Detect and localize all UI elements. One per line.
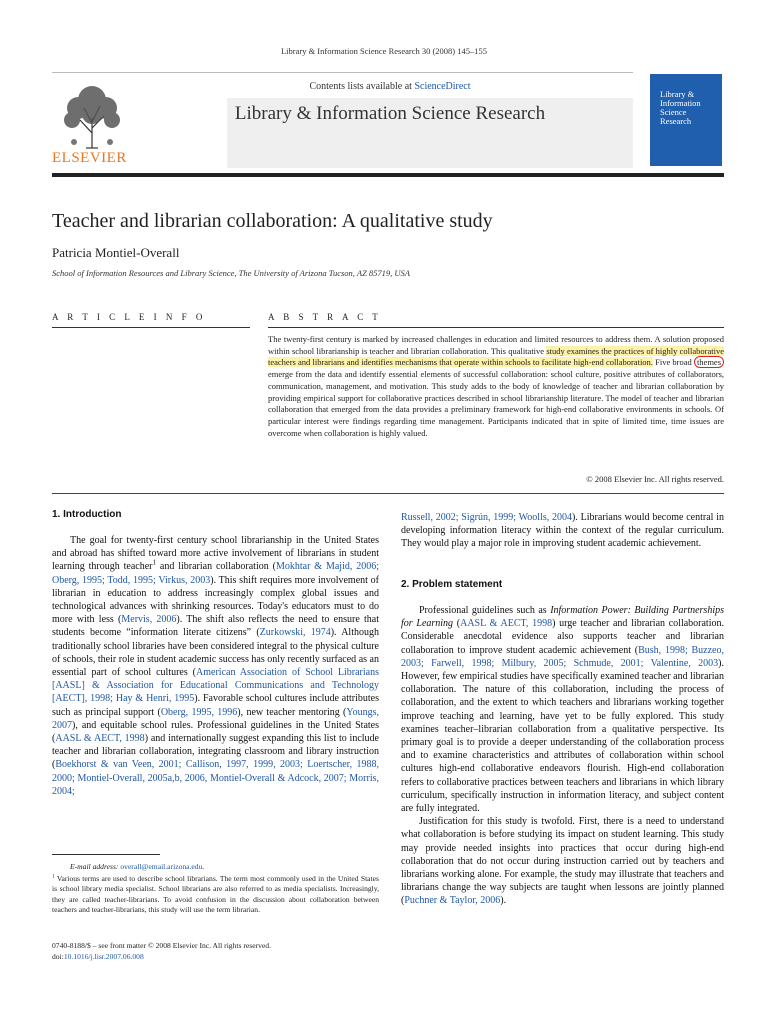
text-run: ). Although traditionally school libraries have been considered integral to the physical culture of schools, their role in student academic success has only recently surfaced as an essential part of school cultures ( — [52, 627, 379, 679]
introduction-continuation — [401, 511, 724, 551]
section-heading-problem-statement: 2. Problem statement — [401, 579, 503, 590]
italic-title: Information Power: Building Partnerships for Learning — [401, 605, 724, 630]
abstract-text — [268, 334, 724, 439]
abstract-rule — [268, 327, 724, 328]
citation-link[interactable]: Boekhorst & van Veen, 2001; Callison, 1997, 1999, 2003; Loertscher, 1988, 2000; Montiel-Overall, 2005a,b, 2006, Montiel-Overall & Adcock, 2007; Morris, 2004; — [52, 759, 379, 797]
abstract-part: emerge from the data and identify essential elements of successful collaboration: school culture, positive attributes of collaborators, communication, management, and motivation. This study adds to the body of knowledge of teacher and librarian collaboration by providing empirical support for collaborative practices described in school librarianship literature. The model of teacher and librarian collaboration that emerged from the data provides a preliminary framework for high-end collaborative environments in schools. Of particular interest were findings regarding time management. Participants indicated that in spite of limited time, time issues are overcome when collaboration is highly valued. — [268, 369, 724, 438]
text-run: ( — [453, 618, 461, 630]
elsevier-wordmark: ELSEVIER — [52, 150, 127, 166]
citation-link[interactable]: American Association of School Librarians [AASL] & Association for Educational Communications and Technology [AECT], 1998; Hay & Henri, 1995 — [52, 667, 379, 705]
journal-title: Library & Information Science Research — [234, 103, 546, 124]
footnote-1-text: Various terms are used to describe school librarians. The term most commonly used in the United States is school library media specialist. School librarians are also referred to as media specialists. Increasingly, they are called teacher-librarians. To avoid confusion in the discussion about collaboration between teachers and teacher-librarians, this study will use the term librarian. — [52, 874, 379, 914]
email-link[interactable]: overall@email.arizona.edu — [120, 862, 203, 871]
text-run: ). — [500, 895, 507, 907]
text-run: ), and equitable school rules. Professional guidelines in the United States ( — [52, 719, 379, 745]
paragraph — [401, 815, 724, 907]
text-run: ). However, few empirical studies have specifically examined teacher and librarian collaboration. The nature of this collaboration, including the process of collaboration, and the extent to which teachers and librarians working together improve teaching and learning, have yet to be fully explored. This study examines teacher–librarian collaboration from a qualitative perspective. Its primary goal is to provide a deeper understanding of the collaboration process and to examine characteristics and attributes of collaboration within school cultures high-end collaborative endeavors flourish. High-end collaboration refers to collaborative practices between teachers and librarians in which library curriculum, specifically instruction in information literacy, and subject content are fully integrated. — [401, 657, 724, 815]
problem-statement-text — [401, 604, 724, 908]
citation-link[interactable]: Puchner & Taylor, 2006 — [404, 895, 501, 907]
footnotes — [52, 862, 379, 915]
abstract-copyright: © 2008 Elsevier Inc. All rights reserved. — [586, 474, 724, 484]
introduction-paragraph — [52, 534, 379, 798]
citation-link[interactable]: Mokhtar & Majid, 2006; Oberg, 1995; Todd, 1995; Virkus, 2003 — [52, 561, 380, 586]
masthead-bottom-rule — [52, 173, 724, 177]
cover-title: Library & Information Science Research — [660, 89, 701, 126]
footnote-mark: 1 — [52, 873, 55, 880]
text-run: and librarian collaboration ( — [156, 561, 276, 573]
text-run: Professional guidelines such as — [419, 605, 551, 616]
front-matter — [52, 940, 271, 962]
abstract-part: The twenty-first century is marked by increased challenges in education and limited resources to address them. A solution proposed within school librarianship is teacher and librarian collaboration. This qualitative — [268, 334, 724, 356]
text-run: Justification for this study is twofold. First, there is a need to understand what collaboration is before studying its impact on student learning. This study may provide needed insights into practices that occur during high-end collaboration that do not occur during instruction carried out by teachers and librarians working alone. For example, the study may illustrate that teachers and librarians change the way subjects are taught when lessons are jointly planned ( — [401, 816, 724, 907]
citation-link[interactable]: Youngs, 2007 — [52, 706, 379, 731]
text-run: ). The shift also reflects the need to ensure that students become “information literate citizens” ( — [52, 614, 379, 639]
footnote-1 — [52, 874, 379, 915]
text-run: ) urge teacher and librarian collaboration. Considerable anecdotal evidence also supports teacher and librarian collaboration to improve student academic achievement ( — [401, 618, 724, 656]
abstract-part: Five broad — [652, 357, 694, 368]
article-title: Teacher and librarian collaboration: A qualitative study — [52, 210, 493, 232]
circled-annotation: themes — [694, 356, 724, 368]
citation-link[interactable]: AASL & AECT, 1998 — [55, 733, 145, 745]
citation-link[interactable]: Mervis, 2006 — [121, 614, 177, 626]
sciencedirect-link[interactable]: ScienceDirect — [414, 81, 471, 92]
front-matter-line: 0740-8188/$ – see front matter © 2008 Elsevier Inc. All rights reserved. — [52, 941, 271, 950]
citation-link[interactable]: AASL & AECT, 1998 — [460, 618, 553, 630]
email-footnote: E-mail address: overall@email.arizona.edu. — [70, 862, 205, 871]
contents-prefix: Contents lists available at — [309, 81, 415, 92]
running-head: Library & Information Science Research 30 (2008) 145–155 — [280, 46, 488, 56]
masthead-top-rule — [52, 72, 633, 73]
citation-link[interactable]: Bush, 1998; Buzzeo, 2003; Farwell, 1998; Milbury, 2005; Schmude, 2001; Valentine, 2003 — [401, 644, 724, 669]
text-run: ). Librarians would become central in developing information literacy within the context of the regular curriculum. They would play a major role in improving student academic achievement. — [401, 512, 724, 550]
text-run: ) and internationally suggest expanding this list to include teacher and librarian collaboration, integrating classroom and library instruction ( — [52, 733, 379, 771]
doi-line — [52, 951, 271, 962]
article-info-heading: A R T I C L E I N F O — [52, 312, 206, 322]
doi-link[interactable]: 10.1016/j.lisr.2007.06.008 — [63, 952, 144, 961]
article-info-rule — [52, 327, 250, 328]
footnote-rule — [52, 854, 160, 855]
text-run: ), new teacher mentoring ( — [237, 706, 347, 718]
doi-prefix: doi: — [52, 952, 64, 961]
text-run: The goal for twenty-first century school librarianship in the United States and abroad has shifted toward more active involvement of librarians in student learning through teacher — [52, 535, 379, 573]
paragraph — [52, 534, 379, 798]
citation-link[interactable]: Russell, 2002; Sigrún, 1999; Woolls, 2004 — [401, 512, 573, 523]
text-run: ). This shift requires more involvement of librarian in education to address increasingly complex global issues and technological advances with shrinking resources. Today's educators must to do more with less ( — [52, 574, 380, 626]
author-name: Patricia Montiel-Overall — [52, 245, 180, 260]
abstract-highlight: study examines the practices of highly collaborative teachers and librarians and identifies mechanisms that operate within schools to facilitate high-end collaboration. — [268, 345, 725, 368]
contents-line — [140, 81, 640, 92]
paragraph — [401, 511, 724, 551]
abstract-heading: A B S T R A C T — [268, 312, 382, 322]
footnote-reference[interactable]: 1 — [152, 559, 157, 568]
affiliation: School of Information Resources and Library Science, The University of Arizona Tucson, AZ 85719, USA — [52, 268, 411, 278]
text-run: ). Favorable school cultures include attributes such as principal support ( — [52, 693, 379, 718]
email-label: E-mail address: — [70, 862, 121, 871]
citation-link[interactable]: Zurkowski, 1974 — [259, 627, 331, 639]
section-heading-introduction: 1. Introduction — [52, 509, 122, 520]
citation-link[interactable]: Oberg, 1995, 1996 — [160, 706, 238, 718]
paragraph — [401, 604, 724, 815]
abstract-bottom-rule — [52, 493, 724, 494]
